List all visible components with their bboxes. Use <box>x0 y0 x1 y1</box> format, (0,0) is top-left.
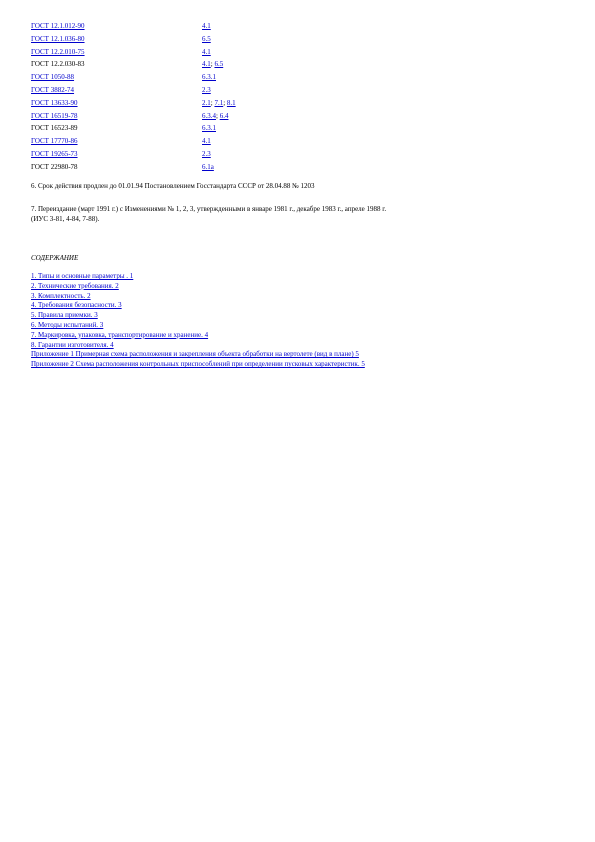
toc-item <box>31 311 365 321</box>
reference-doc-link[interactable]: ГОСТ 16519-78 <box>31 111 78 120</box>
toc-link[interactable]: 1. Типы и основные параметры . 1 <box>31 272 134 280</box>
clause-link[interactable]: 2.3 <box>202 149 211 158</box>
toc-title: СОДЕРЖАНИЕ <box>31 254 79 262</box>
reference-doc-link[interactable]: ГОСТ 19265-73 <box>31 149 78 158</box>
clause-link[interactable]: 6.1а <box>202 162 214 171</box>
clause-separator: ; <box>216 111 220 120</box>
reference-clause-cell <box>202 33 236 46</box>
clause-link[interactable]: 6.3.1 <box>202 124 216 133</box>
reference-row <box>31 122 236 135</box>
toc-item <box>31 282 365 292</box>
reference-doc-cell <box>31 20 202 33</box>
toc-item <box>31 350 365 360</box>
clause-link[interactable]: 4.1 <box>202 60 211 69</box>
reference-doc-text: ГОСТ 16523-89 <box>31 124 78 133</box>
reference-row <box>31 84 236 97</box>
clause-link[interactable]: 4.1 <box>202 137 211 146</box>
reference-clause-cell <box>202 135 236 148</box>
toc-link[interactable]: 2. Технические требования. 2 <box>31 281 119 290</box>
toc-link[interactable]: 4. Требования безопасности. 3 <box>31 301 122 310</box>
reference-doc-cell <box>31 97 202 110</box>
reference-doc-cell <box>31 161 202 174</box>
reference-row <box>31 46 236 59</box>
clause-link[interactable]: 6.3.4 <box>202 111 216 120</box>
reference-clause-cell <box>202 46 236 59</box>
reference-doc-text: ГОСТ 22980-78 <box>31 162 78 171</box>
reference-row <box>31 71 236 84</box>
reference-doc-link[interactable]: ГОСТ 17770-86 <box>31 137 78 146</box>
reference-doc-cell <box>31 148 202 161</box>
paragraph-7-line-1: 7. Переиздание (март 1991 г.) с Изменениями № 1, 2, 3, утвержденными в январе 1981 г., декабре 1983 г., апреле 1988 г. <box>31 205 387 213</box>
reference-table-body <box>31 20 236 174</box>
toc-link[interactable]: 7. Маркировка, упаковка, транспортирование и хранение. 4 <box>31 330 209 339</box>
reference-doc-link[interactable]: ГОСТ 12.1.012-90 <box>31 22 85 30</box>
reference-doc-cell <box>31 84 202 97</box>
reference-clause-cell <box>202 148 236 161</box>
clause-link[interactable]: 6.4 <box>219 111 229 120</box>
reference-doc-link[interactable]: ГОСТ 13633-90 <box>31 98 78 107</box>
clause-link[interactable]: 4.1 <box>202 22 211 30</box>
reference-clause-cell <box>202 84 236 97</box>
reference-row <box>31 97 236 110</box>
reference-clause-cell <box>202 161 236 174</box>
toc-link[interactable]: 5. Правила приемки. 3 <box>31 311 98 320</box>
toc-item <box>31 301 365 311</box>
reference-row <box>31 33 236 46</box>
reference-doc-cell <box>31 58 202 71</box>
clause-link[interactable]: 6.5 <box>214 60 224 69</box>
reference-doc-cell <box>31 135 202 148</box>
toc-link[interactable]: 8. Гарантии изготовителя. 4 <box>31 340 114 349</box>
toc-link[interactable]: 6. Методы испытаний. 3 <box>31 320 104 329</box>
clause-separator: ; <box>223 98 227 107</box>
toc-list <box>31 272 365 370</box>
reference-doc-text: ГОСТ 12.2.030-83 <box>31 60 85 69</box>
toc-link[interactable]: 3. Комплектность. 2 <box>31 291 91 300</box>
reference-doc-cell <box>31 71 202 84</box>
reference-clause-cell <box>202 122 236 135</box>
reference-clause-cell <box>202 110 236 123</box>
reference-clause-cell <box>202 58 236 71</box>
paragraph-7-line-2: (ИУС 3-81, 4-84, 7-88). <box>31 215 100 223</box>
clause-link[interactable]: 8.1 <box>226 98 236 107</box>
toc-link[interactable]: Приложение 1 Примерная схема расположения и закрепления объекта обработки на вертолете (вид в плане) 5 <box>31 350 359 359</box>
reference-row <box>31 148 236 161</box>
clause-link[interactable]: 2.1 <box>202 98 211 107</box>
reference-row <box>31 110 236 123</box>
toc-item <box>31 331 365 341</box>
clause-link[interactable]: 4.1 <box>202 47 211 56</box>
clause-link[interactable]: 6.3.1 <box>202 73 216 82</box>
reference-row <box>31 20 236 33</box>
reference-doc-cell <box>31 33 202 46</box>
reference-doc-link[interactable]: ГОСТ 3882-74 <box>31 85 75 94</box>
paragraph-7 <box>31 204 386 224</box>
toc-item <box>31 321 365 331</box>
toc-link[interactable]: Приложение 2 Схема расположения контрольных приспособлений при определении пусковых характеристик. 5 <box>31 360 365 369</box>
toc-item <box>31 292 365 302</box>
reference-clause-cell <box>202 20 236 33</box>
toc-item <box>31 272 365 282</box>
reference-doc-cell <box>31 46 202 59</box>
clause-link[interactable]: 7.1 <box>214 98 224 107</box>
clause-separator: ; <box>210 60 215 69</box>
reference-doc-link[interactable]: ГОСТ 1050-88 <box>31 73 75 82</box>
reference-clause-cell <box>202 71 236 84</box>
clause-link[interactable]: 2.3 <box>202 85 211 94</box>
reference-row <box>31 161 236 174</box>
reference-row <box>31 58 236 71</box>
reference-clause-cell <box>202 97 236 110</box>
paragraph-6: 6. Срок действия продлен до 01.01.94 Постановлением Госстандарта СССР от 28.04.88 № 1203 <box>31 182 315 190</box>
reference-row <box>31 135 236 148</box>
reference-doc-cell <box>31 110 202 123</box>
reference-table <box>31 20 236 174</box>
reference-doc-link[interactable]: ГОСТ 12.1.036-80 <box>31 34 85 43</box>
clause-separator: ; <box>210 98 215 107</box>
reference-doc-cell <box>31 122 202 135</box>
reference-doc-link[interactable]: ГОСТ 12.2.010-75 <box>31 47 85 56</box>
toc-item <box>31 341 365 351</box>
toc-item <box>31 360 365 370</box>
clause-link[interactable]: 6.5 <box>202 34 211 43</box>
